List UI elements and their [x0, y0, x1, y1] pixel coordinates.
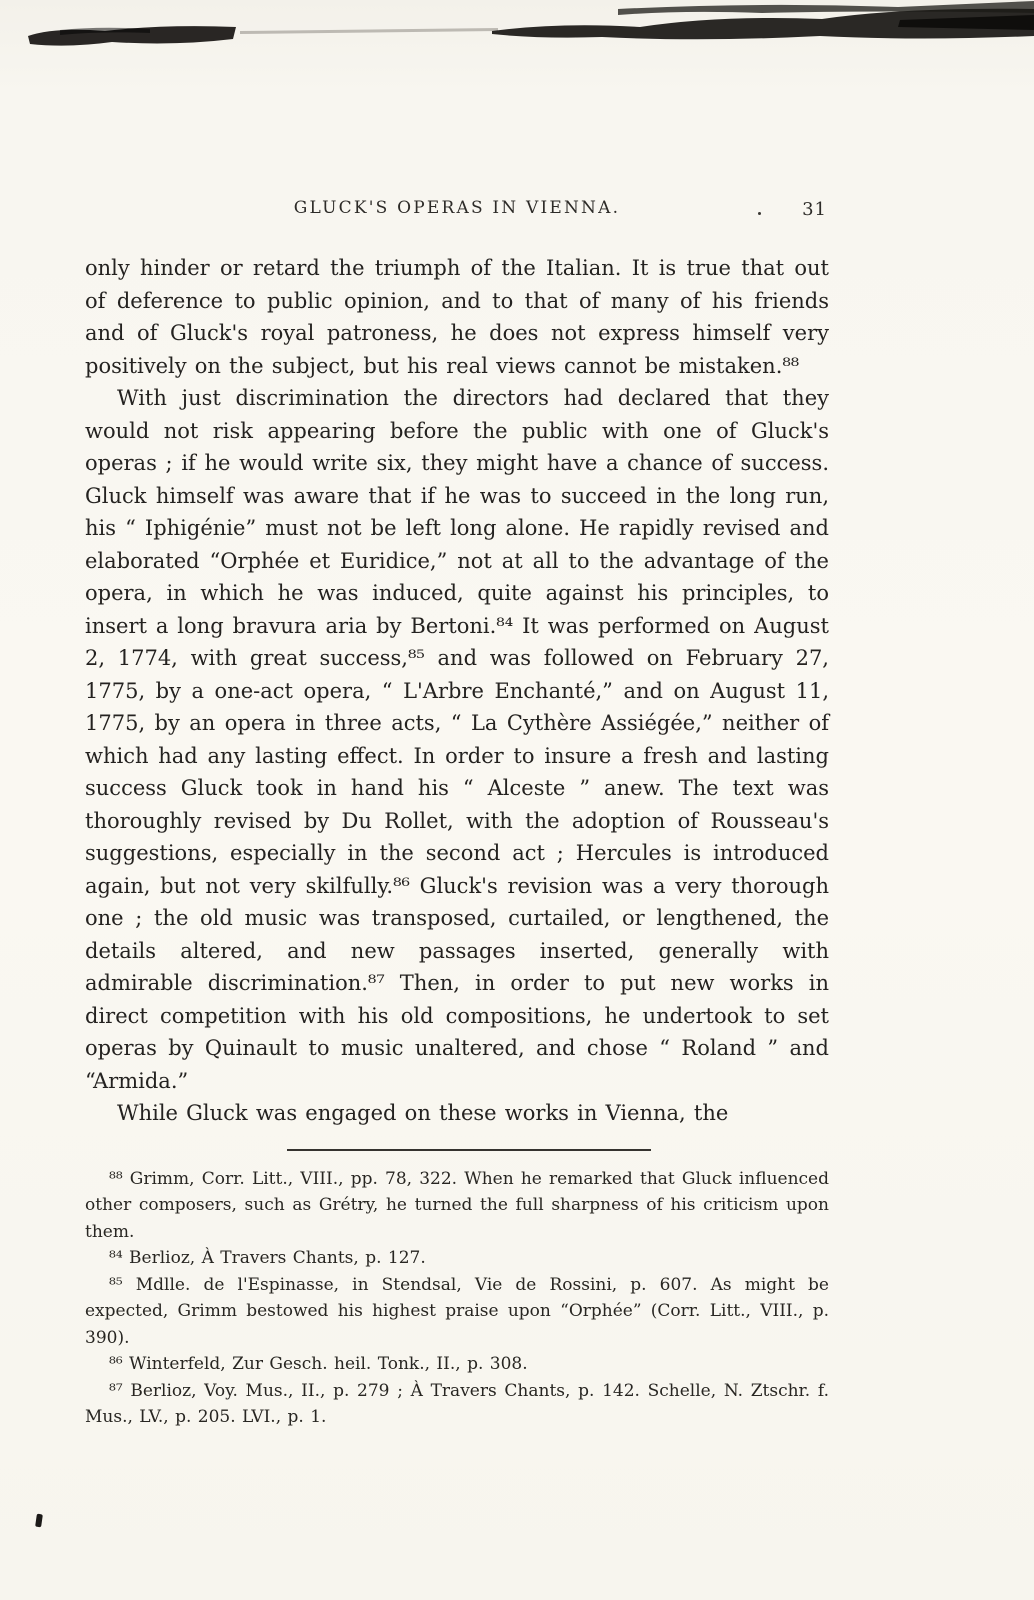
footnote: ⁸⁶ Winterfeld, Zur Gesch. heil. Tonk., II., p. 308. [109, 1354, 528, 1374]
footnote: ⁸⁴ Berlioz, À Travers Chants, p. 127. [109, 1248, 426, 1268]
paragraph: While Gluck was engaged on these works in Vienna, the [117, 1101, 729, 1125]
scan-speck [758, 212, 761, 215]
footnote: ⁸⁵ Mdlle. de l'Espinasse, in Stendsal, Vie de Rossini, p. 607. As might be expected, Grimm bestowed his highest praise upon “Orphée” (Corr. Litt., VIII., p. 390). [85, 1274, 829, 1348]
paragraph: With just discrimination the directors had declared that they would not risk appearing before the public with one of Gluck's operas ; if he would write six, they might have a chance of success. Gluck himself was aware that if he was to succeed in the long run, his “ Iphigénie” must not be left long alone. He rapidly revised and elaborated “Orphée et Euridice,” not at all to the advantage of the opera, in which he was induced, quite against his principles, to insert a long bravura aria by Bertoni.⁸⁴ It was performed on August 2, 1774, with great success,⁸⁵ and was followed on February 27, 1775, by a one-act opera, “ L'Arbre Enchanté,” and on August 11, 1775, by an opera in three acts, “ La Cythère Assiégée,” neither of which had any lasting effect. In order to insure a fresh and lasting success Gluck took in hand his “ Alceste ” anew. The text was thoroughly revised by Du Rollet, with the adoption of Rousseau's suggestions, especially in the second act ; Hercules is introduced again, but not very skilfully.⁸⁶ Gluck's revision was a very thorough one ; the old music was transposed, curtailed, or lengthened, the details altered, and new passages inserted, generally with admirable discrimination.⁸⁷ Then, in order to put new works in direct competition with his old compositions, he undertook to set operas by Quinault to music unaltered, and chose “ Roland ” and “Armida.” [85, 386, 829, 1093]
running-head [85, 198, 829, 226]
page-title: GLUCK'S OPERAS IN VIENNA. [293, 198, 621, 218]
page-number: 31 [802, 199, 827, 220]
scan-artifact-bottom [35, 1514, 43, 1528]
body-text [85, 252, 829, 1130]
paragraph: only hinder or retard the triumph of the Italian. It is true that out of deference to public opinion, and to that of many of his friends and of Gluck's royal patroness, he does not express himself very positively on the subject, but his real views cannot be mistaken.⁸⁸ [85, 256, 829, 378]
footnote-separator [287, 1149, 651, 1151]
footnote: ⁸⁸ Grimm, Corr. Litt., VIII., pp. 78, 322. When he remarked that Gluck influenced other composers, such as Grétry, he turned the full sharpness of his criticism upon them. [85, 1168, 829, 1242]
footnotes [85, 1166, 829, 1431]
page-content [85, 198, 829, 1431]
footnote: ⁸⁷ Berlioz, Voy. Mus., II., p. 279 ; À Travers Chants, p. 142. Schelle, N. Ztschr. f. Mus., LV., p. 205. LVI., p. 1. [85, 1380, 829, 1427]
scan-artifact-top [0, 0, 1034, 60]
